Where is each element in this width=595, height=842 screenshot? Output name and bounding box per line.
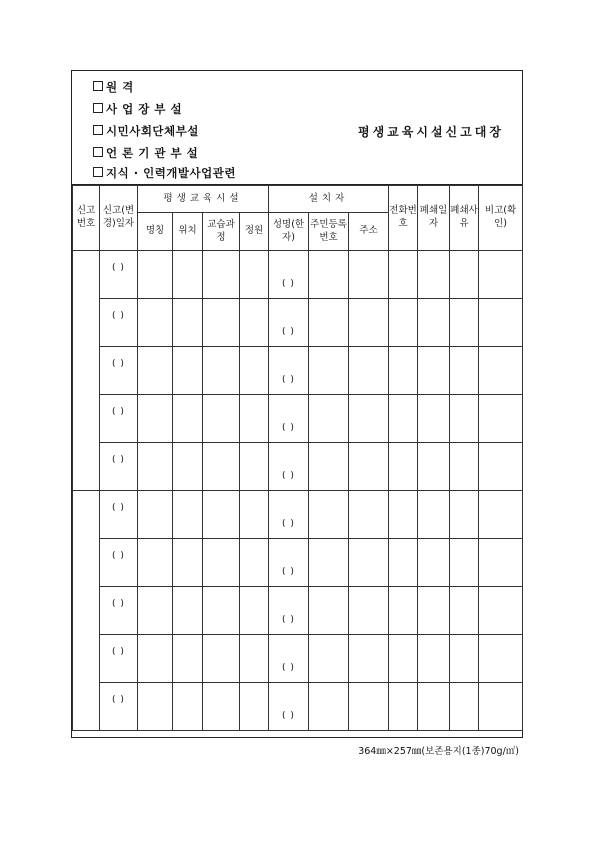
option-media[interactable] <box>93 145 198 161</box>
cell-course[interactable] <box>203 299 240 347</box>
cell-id-number[interactable] <box>309 443 349 491</box>
table-row <box>73 539 523 587</box>
cell-remarks[interactable] <box>479 539 523 587</box>
cell-phone[interactable] <box>389 539 418 587</box>
table-row <box>73 635 523 683</box>
cell-closure-date[interactable] <box>418 683 450 731</box>
cell-facility-name[interactable] <box>138 443 173 491</box>
option-label: 언 론 기 관 부 설 <box>106 146 199 160</box>
cell-address[interactable] <box>349 347 389 395</box>
cell-id-number[interactable] <box>309 491 349 539</box>
date-paren: ( ) <box>112 551 125 562</box>
cell-report-date[interactable] <box>100 251 138 299</box>
checkbox-icon[interactable] <box>93 125 103 135</box>
col-location: 위치 <box>173 213 203 251</box>
date-paren: ( ) <box>112 359 125 370</box>
cell-location[interactable] <box>173 539 203 587</box>
cell-address[interactable] <box>349 635 389 683</box>
table-row <box>73 251 523 299</box>
date-paren: ( ) <box>112 599 125 610</box>
cell-phone[interactable] <box>389 587 418 635</box>
cell-closure-date[interactable] <box>418 347 450 395</box>
hanja-paren: ( ) <box>282 519 295 530</box>
cell-capacity[interactable] <box>240 587 269 635</box>
cell-founder-name[interactable] <box>269 251 309 299</box>
cell-closure-date[interactable] <box>418 251 450 299</box>
cell-address[interactable] <box>349 539 389 587</box>
cell-closure-reason[interactable] <box>450 443 479 491</box>
cell-location[interactable] <box>173 491 203 539</box>
col-report-date: 신고(변경)일자 <box>100 186 138 251</box>
col-phone: 전화번호 <box>389 186 418 251</box>
col-id-number: 주민등록번호 <box>309 213 349 251</box>
cell-phone[interactable] <box>389 251 418 299</box>
cell-founder-name[interactable] <box>269 299 309 347</box>
cell-capacity[interactable] <box>240 491 269 539</box>
cell-report-date[interactable] <box>100 395 138 443</box>
cell-location[interactable] <box>173 347 203 395</box>
cell-course[interactable] <box>203 491 240 539</box>
cell-course[interactable] <box>203 251 240 299</box>
cell-course[interactable] <box>203 587 240 635</box>
cell-course[interactable] <box>203 635 240 683</box>
cell-report-date[interactable] <box>100 347 138 395</box>
group-facility: 평생교육시설 <box>138 186 269 213</box>
table-row <box>73 443 523 491</box>
cell-closure-reason[interactable] <box>450 395 479 443</box>
cell-closure-reason[interactable] <box>450 539 479 587</box>
date-paren: ( ) <box>112 311 125 322</box>
cell-report-no[interactable] <box>73 539 100 587</box>
cell-id-number[interactable] <box>309 347 349 395</box>
option-civic-group[interactable] <box>93 123 199 139</box>
cell-remarks[interactable] <box>479 587 523 635</box>
register-table <box>72 185 523 731</box>
cell-location[interactable] <box>173 251 203 299</box>
cell-capacity[interactable] <box>240 635 269 683</box>
cell-course[interactable] <box>203 539 240 587</box>
checkbox-icon[interactable] <box>93 167 103 177</box>
cell-remarks[interactable] <box>479 395 523 443</box>
cell-phone[interactable] <box>389 395 418 443</box>
cell-closure-reason[interactable] <box>450 299 479 347</box>
hanja-paren: ( ) <box>282 711 295 722</box>
hanja-paren: ( ) <box>282 567 295 578</box>
group-founder: 설치자 <box>269 186 389 213</box>
cell-address[interactable] <box>349 299 389 347</box>
cell-address[interactable] <box>349 443 389 491</box>
cell-facility-name[interactable] <box>138 251 173 299</box>
cell-phone[interactable] <box>389 347 418 395</box>
hanja-paren: ( ) <box>282 471 295 482</box>
cell-facility-name[interactable] <box>138 347 173 395</box>
cell-id-number[interactable] <box>309 587 349 635</box>
cell-id-number[interactable] <box>309 251 349 299</box>
hanja-paren: ( ) <box>282 615 295 626</box>
option-remote[interactable] <box>93 79 134 95</box>
cell-founder-name[interactable] <box>269 539 309 587</box>
cell-report-date[interactable] <box>100 443 138 491</box>
cell-location[interactable] <box>173 443 203 491</box>
cell-course[interactable] <box>203 443 240 491</box>
cell-closure-date[interactable] <box>418 635 450 683</box>
cell-closure-date[interactable] <box>418 299 450 347</box>
cell-id-number[interactable] <box>309 299 349 347</box>
form-title: 평생교육시설신고대장 <box>358 125 504 139</box>
cell-facility-name[interactable] <box>138 539 173 587</box>
hanja-paren: ( ) <box>282 663 295 674</box>
form-header <box>72 71 522 185</box>
checkbox-icon[interactable] <box>93 103 103 113</box>
cell-founder-name[interactable] <box>269 347 309 395</box>
form-frame <box>71 70 523 738</box>
date-paren: ( ) <box>112 695 125 706</box>
cell-location[interactable] <box>173 635 203 683</box>
option-workplace[interactable] <box>93 101 182 117</box>
hanja-paren: ( ) <box>282 279 295 290</box>
cell-location[interactable] <box>173 587 203 635</box>
cell-course[interactable] <box>203 683 240 731</box>
cell-report-no[interactable] <box>73 395 100 443</box>
cell-remarks[interactable] <box>479 635 523 683</box>
hanja-paren: ( ) <box>282 423 295 434</box>
cell-founder-name[interactable] <box>269 443 309 491</box>
cell-report-date[interactable] <box>100 491 138 539</box>
register-rows <box>73 251 523 731</box>
cell-id-number[interactable] <box>309 395 349 443</box>
option-knowledge[interactable] <box>93 165 236 181</box>
date-paren: ( ) <box>112 407 125 418</box>
date-paren: ( ) <box>112 647 125 658</box>
cell-founder-name[interactable] <box>269 635 309 683</box>
paper-spec: 364㎜×257㎜(보존용지(1종)70g/㎡) <box>358 746 519 757</box>
option-label: 지식 · 인력개발사업관련 <box>106 166 236 180</box>
col-closure-reason: 폐쇄사유 <box>450 186 479 251</box>
cell-capacity[interactable] <box>240 539 269 587</box>
cell-report-date[interactable] <box>100 299 138 347</box>
cell-capacity[interactable] <box>240 251 269 299</box>
cell-course[interactable] <box>203 347 240 395</box>
cell-closure-reason[interactable] <box>450 683 479 731</box>
cell-location[interactable] <box>173 683 203 731</box>
option-label: 시민사회단체부설 <box>106 124 199 138</box>
cell-founder-name[interactable] <box>269 683 309 731</box>
cell-report-no[interactable] <box>73 347 100 395</box>
cell-address[interactable] <box>349 251 389 299</box>
cell-report-no[interactable] <box>73 251 100 299</box>
hanja-paren: ( ) <box>282 327 295 338</box>
cell-facility-name[interactable] <box>138 587 173 635</box>
table-row <box>73 587 523 635</box>
cell-address[interactable] <box>349 587 389 635</box>
cell-remarks[interactable] <box>479 683 523 731</box>
cell-report-no[interactable] <box>73 443 100 491</box>
cell-closure-date[interactable] <box>418 491 450 539</box>
cell-founder-name[interactable] <box>269 587 309 635</box>
cell-closure-reason[interactable] <box>450 587 479 635</box>
table-row <box>73 491 523 539</box>
cell-remarks[interactable] <box>479 299 523 347</box>
col-remarks: 비고(확인) <box>479 186 523 251</box>
date-paren: ( ) <box>112 263 125 274</box>
cell-closure-reason[interactable] <box>450 347 479 395</box>
cell-report-date[interactable] <box>100 683 138 731</box>
cell-report-date[interactable] <box>100 539 138 587</box>
cell-remarks[interactable] <box>479 491 523 539</box>
cell-facility-name[interactable] <box>138 635 173 683</box>
cell-location[interactable] <box>173 395 203 443</box>
cell-founder-name[interactable] <box>269 395 309 443</box>
cell-report-no[interactable] <box>73 635 100 683</box>
cell-phone[interactable] <box>389 491 418 539</box>
col-capacity: 정원 <box>240 213 269 251</box>
cell-phone[interactable] <box>389 299 418 347</box>
cell-capacity[interactable] <box>240 683 269 731</box>
cell-id-number[interactable] <box>309 635 349 683</box>
cell-closure-date[interactable] <box>418 587 450 635</box>
cell-capacity[interactable] <box>240 299 269 347</box>
cell-course[interactable] <box>203 395 240 443</box>
cell-facility-name[interactable] <box>138 395 173 443</box>
col-closure-date: 폐쇄일자 <box>418 186 450 251</box>
col-founder-name: 성명(한자) <box>269 213 309 251</box>
cell-capacity[interactable] <box>240 443 269 491</box>
cell-closure-reason[interactable] <box>450 491 479 539</box>
cell-capacity[interactable] <box>240 347 269 395</box>
option-label: 원 격 <box>106 80 134 94</box>
cell-facility-name[interactable] <box>138 683 173 731</box>
date-paren: ( ) <box>112 455 125 466</box>
date-paren: ( ) <box>112 503 125 514</box>
cell-facility-name[interactable] <box>138 299 173 347</box>
cell-capacity[interactable] <box>240 395 269 443</box>
cell-address[interactable] <box>349 683 389 731</box>
table-row <box>73 299 523 347</box>
cell-location[interactable] <box>173 299 203 347</box>
cell-closure-reason[interactable] <box>450 251 479 299</box>
cell-closure-date[interactable] <box>418 443 450 491</box>
cell-closure-reason[interactable] <box>450 635 479 683</box>
cell-remarks[interactable] <box>479 443 523 491</box>
checkbox-icon[interactable] <box>93 147 103 157</box>
cell-closure-date[interactable] <box>418 539 450 587</box>
col-report-no: 신고번호 <box>73 186 100 251</box>
cell-report-no[interactable] <box>73 491 100 539</box>
cell-report-no[interactable] <box>73 683 100 731</box>
cell-phone[interactable] <box>389 635 418 683</box>
cell-address[interactable] <box>349 491 389 539</box>
cell-report-date[interactable] <box>100 587 138 635</box>
option-label: 사 업 장 부 설 <box>106 102 183 116</box>
cell-report-no[interactable] <box>73 587 100 635</box>
table-row <box>73 683 523 731</box>
col-course: 교습과정 <box>203 213 240 251</box>
cell-report-no[interactable] <box>73 299 100 347</box>
cell-report-date[interactable] <box>100 635 138 683</box>
cell-remarks[interactable] <box>479 347 523 395</box>
cell-founder-name[interactable] <box>269 491 309 539</box>
cell-id-number[interactable] <box>309 683 349 731</box>
cell-phone[interactable] <box>389 683 418 731</box>
cell-phone[interactable] <box>389 443 418 491</box>
cell-facility-name[interactable] <box>138 491 173 539</box>
col-address: 주소 <box>349 213 389 251</box>
cell-id-number[interactable] <box>309 539 349 587</box>
hanja-paren: ( ) <box>282 375 295 386</box>
checkbox-icon[interactable] <box>93 81 103 91</box>
cell-closure-date[interactable] <box>418 395 450 443</box>
col-facility-name: 명칭 <box>138 213 173 251</box>
cell-address[interactable] <box>349 395 389 443</box>
table-row <box>73 347 523 395</box>
cell-remarks[interactable] <box>479 251 523 299</box>
table-row <box>73 395 523 443</box>
